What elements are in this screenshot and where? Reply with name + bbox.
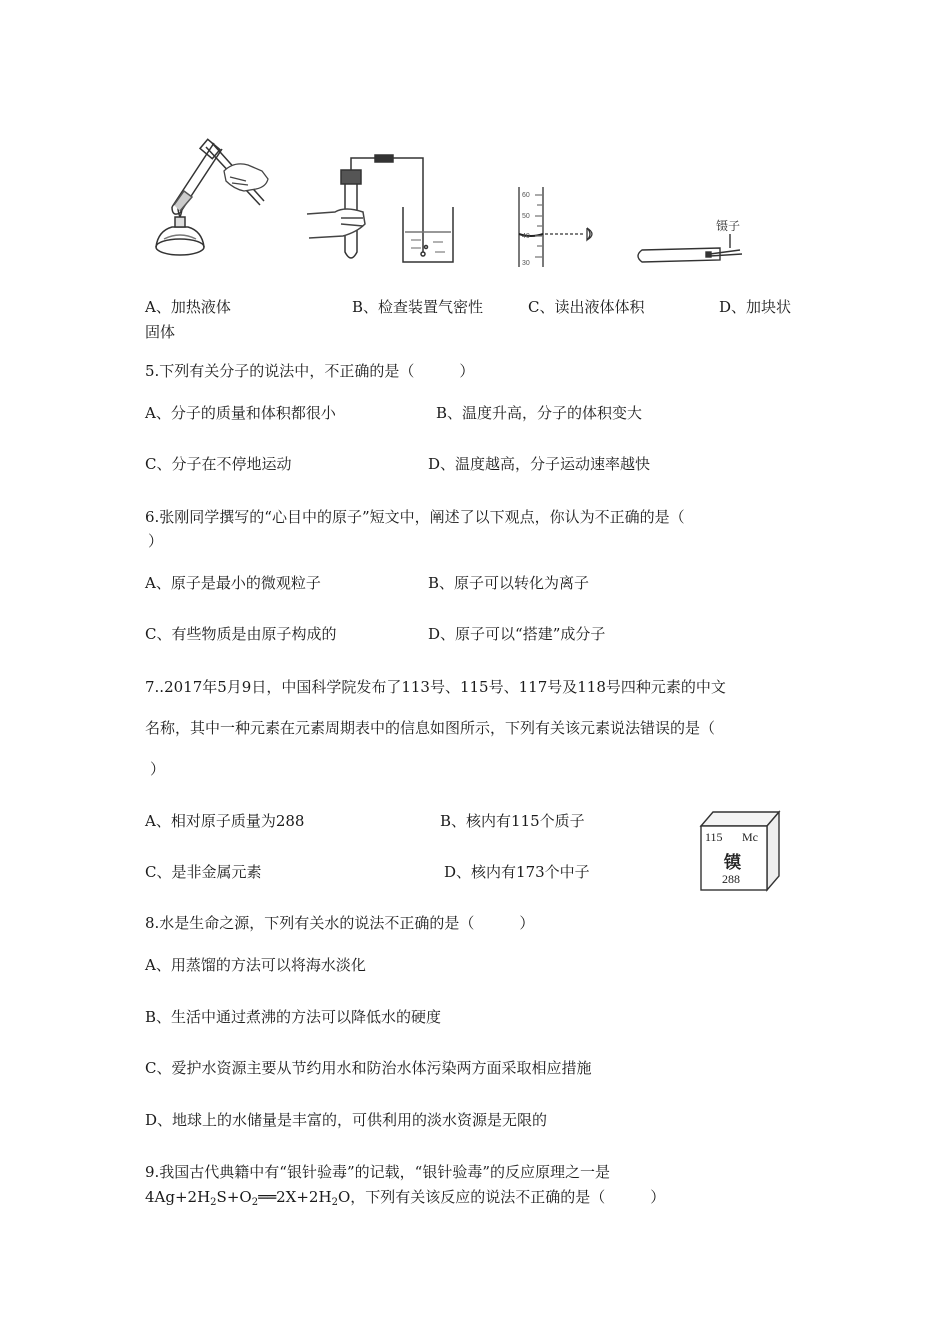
q7-option-b: B、核内有115个质子: [440, 812, 585, 830]
airtightness-figure: [305, 152, 475, 267]
q4-option-a: A、加热液体: [145, 298, 231, 316]
q4-option-c: C、读出液体体积: [528, 298, 645, 316]
q7-stem-end: ）: [150, 760, 166, 778]
q5-option-d: D、温度越高，分子运动速率越快: [428, 455, 651, 473]
q6-option-a: A、原子是最小的微观粒子: [145, 574, 321, 592]
q5-stem: 5.下列有关分子的说法中，不正确的是（ ）: [145, 362, 475, 380]
heating-liquid-figure: [150, 135, 275, 265]
equation-part: ══2X+2H: [258, 1188, 332, 1206]
q7-stem-continued: 名称，其中一种元素在元素周期表中的信息如图所示，下列有关该元素说法错误的是（: [145, 719, 716, 737]
tweezers-label: 镊子: [716, 219, 741, 233]
element-name: 镆: [724, 853, 741, 873]
glass-tube: [351, 158, 377, 170]
equation-part: O: [337, 1188, 351, 1206]
tweezers-figure: [630, 212, 760, 272]
ruler-tick-label: 50: [522, 213, 530, 220]
q7-option-c: C、是非金属元素: [145, 863, 262, 881]
q5-option-a: A、分子的质量和体积都很小: [145, 404, 336, 422]
q8-stem: 8.水是生命之源，下列有关水的说法不正确的是（ ）: [145, 914, 535, 932]
q4-option-d-continued: 固体: [145, 323, 176, 341]
q9-stem-tail: ，下列有关该反应的说法不正确的是（ ）: [350, 1188, 666, 1206]
hand: [224, 164, 268, 191]
ruler-tick-label: 40: [522, 233, 530, 240]
q6-stem: 6.张刚同学撰写的“心目中的原子”短文中，阐述了以下观点，你认为不正确的是（: [145, 508, 685, 526]
equation-subscript: 2: [251, 1197, 259, 1208]
q5-option-c: C、分子在不停地运动: [145, 455, 292, 473]
q7-option-a: A、相对原子质量为288: [145, 812, 305, 830]
graduated-cylinder-figure: [505, 185, 610, 270]
q4-option-b: B、检查装置气密性: [352, 298, 484, 316]
eye-icon: [587, 228, 592, 240]
ruler-tick-label: 60: [522, 192, 530, 199]
element-symbol: Mc: [742, 830, 758, 844]
delivery-tube: [393, 158, 423, 252]
ruler-tick-label: 30: [522, 260, 530, 267]
q4-option-d: D、加块状: [719, 298, 792, 316]
q6-stem-continued: ）: [148, 532, 164, 550]
rubber-stopper: [341, 170, 361, 184]
cylinder-walls: [519, 187, 543, 267]
equation-subscript: 2: [331, 1197, 338, 1208]
test-tube: [172, 143, 222, 214]
q7-stem: 7..2017年5月9日，中国科学院发布了113号、115号、117号及118号四种元素的中文: [145, 678, 726, 696]
equation-part: S+O: [216, 1188, 252, 1206]
beaker: [403, 207, 453, 262]
reaction-equation: [145, 1188, 350, 1206]
tweezers: [710, 250, 742, 256]
q8-option-b: B、生活中通过煮沸的方法可以降低水的硬度: [145, 1008, 442, 1026]
q9-stem-continued: [145, 1186, 665, 1208]
q8-option-c: C、爱护水资源主要从节约用水和防治水体污染两方面采取相应措施: [145, 1059, 592, 1077]
q9-stem: 9.我国古代典籍中有“银针验毒”的记载，“银针验毒”的反应原理之一是: [145, 1163, 610, 1181]
q8-option-a: A、用蒸馏的方法可以将海水淡化: [145, 956, 366, 974]
rubber-connector: [375, 155, 393, 162]
q5-option-b: B、温度升高，分子的体积变大: [436, 404, 643, 422]
element-cell: [697, 810, 783, 892]
q6-option-c: C、有些物质是由原子构成的: [145, 625, 337, 643]
atomic-number: 115: [705, 830, 723, 844]
equation-subscript: 2: [210, 1197, 217, 1208]
equation-part: 4Ag+2H: [145, 1188, 211, 1206]
q7-option-d: D、核内有173个中子: [444, 863, 590, 881]
q8-option-d: D、地球上的水储量是丰富的，可供利用的淡水资源是无限的: [145, 1111, 548, 1129]
atomic-mass: 288: [722, 872, 740, 886]
q6-option-b: B、原子可以转化为离子: [428, 574, 590, 592]
q6-option-d: D、原子可以“搭建”成分子: [428, 625, 606, 643]
